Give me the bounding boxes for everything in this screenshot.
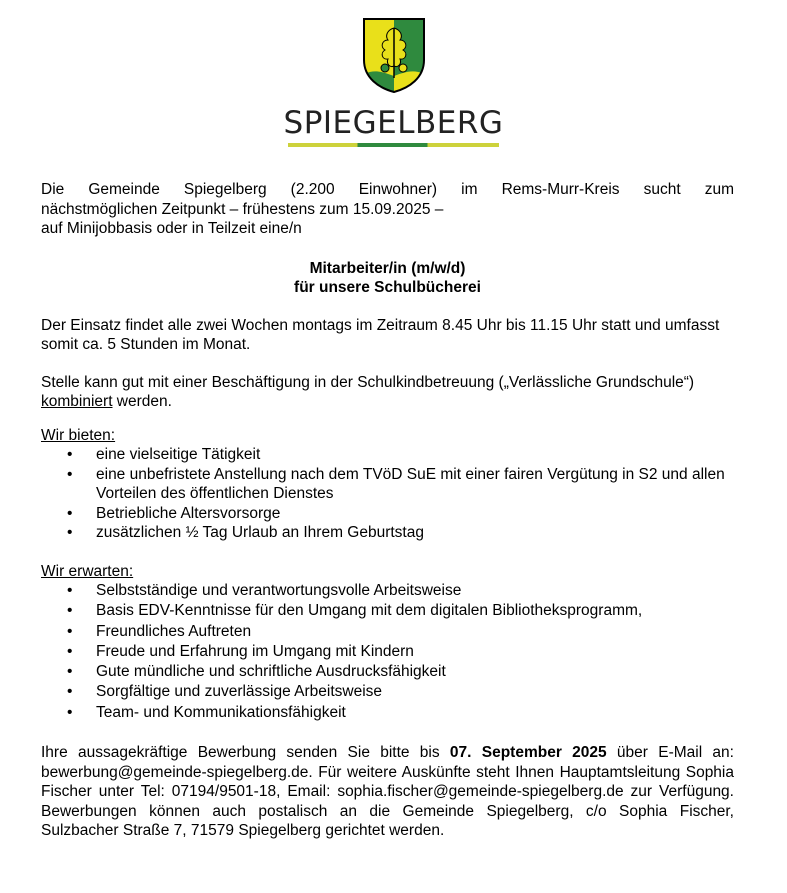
- bullet: •: [67, 642, 73, 660]
- bieten-list: [41, 445, 734, 543]
- bullet: •: [67, 703, 73, 721]
- list-item: [41, 504, 734, 524]
- list-item: [41, 523, 734, 543]
- list-item-text: Basis EDV-Kenntnisse für den Umgang mit dem digitalen Bibliotheksprogramm,: [96, 602, 643, 620]
- list-item: [41, 601, 734, 621]
- list-item: [41, 465, 734, 504]
- logo: [0, 16, 787, 140]
- job-title: Mitarbeiter/in (m/w/d): [309, 259, 466, 277]
- bullet: •: [67, 663, 73, 681]
- kombi-underlined: kombiniert: [41, 393, 113, 410]
- erwarten-list: [41, 581, 734, 723]
- list-item: [41, 642, 734, 662]
- bieten-heading: Wir bieten:: [41, 426, 116, 444]
- oak-leaf-crest-icon: [361, 16, 427, 94]
- kombi-before: Stelle kann gut mit einer Beschäftigung in der Schulkindbetreuung („Verlässliche Grundschule“): [41, 373, 695, 391]
- bullet: •: [67, 465, 73, 483]
- kombi-text: [41, 373, 734, 412]
- bullet: •: [67, 582, 73, 599]
- list-item-text: eine vielseitige Tätigkeit: [96, 446, 261, 463]
- intro-line-1: Die Gemeinde Spiegelberg (2.200 Einwohner) im Rems-Murr-Kreis sucht zum: [41, 181, 734, 198]
- list-item-text: Selbstständige und verantwortungsvolle Arbeitsweise: [96, 582, 462, 599]
- list-item: [41, 703, 734, 723]
- list-item-text: Team- und Kommunikationsfähigkeit: [96, 703, 346, 721]
- einsatz-text: Der Einsatz findet alle zwei Wochen montags im Zeitraum 8.45 Uhr bis 11.15 Uhr statt und umfasst somit ca. 5 Stunden im Monat.: [41, 316, 720, 353]
- erwarten-heading: Wir erwarten:: [41, 562, 134, 580]
- bullet: •: [67, 602, 73, 620]
- list-item-text: Freundliches Auftreten: [96, 622, 252, 640]
- list-item-text: Betriebliche Altersvorsorge: [96, 504, 281, 522]
- bewerbung-text: [41, 743, 734, 841]
- kombi-after: werden.: [112, 393, 172, 410]
- bewerbung-after: über E-Mail an: bewerbung@gemeinde-spiegelberg.de. Für weitere Auskünfte steht Ihnen Hauptamtsleitung Sophia Fischer unter Tel: 07194/9501-18, Email: sophia.fischer@gemeinde-spiegelberg.de zur Verfügung. Bewerbungen können auch postalisch an die Gemeinde Spiegelberg, c/o Sophia Fischer, Sulzbacher Straße 7, 71579 Spiegelberg gerichtet werden.: [41, 744, 734, 840]
- intro-line-2: nächstmöglichen Zeitpunkt – frühestens zum 15.09.2025 –: [41, 200, 444, 218]
- list-item: [41, 581, 734, 601]
- list-item: [41, 622, 734, 642]
- job-subtitle: für unsere Schulbücherei: [294, 279, 481, 296]
- job-posting: [41, 180, 734, 841]
- bullet: •: [67, 524, 73, 541]
- bewerbung-before: Ihre aussagekräftige Bewerbung senden Sie bitte bis: [41, 744, 450, 762]
- list-item-text: Gute mündliche und schriftliche Ausdrucksfähigkeit: [96, 663, 446, 681]
- logo-name: SPIEGELBERG: [283, 105, 504, 141]
- list-item-text: zusätzlichen ½ Tag Urlaub an Ihrem Geburtstag: [96, 524, 424, 541]
- intro-line-3: auf Minijobbasis oder in Teilzeit eine/n: [41, 220, 302, 237]
- logo-wordmark: [284, 106, 504, 140]
- bullet: •: [67, 683, 73, 701]
- list-item-text: eine unbefristete Anstellung nach dem TVöD SuE mit einer fairen Vergütung in S2 und allen Vorteilen des öffentlichen Dienstes: [96, 465, 725, 502]
- list-item: [41, 682, 734, 702]
- bullet: •: [67, 446, 73, 463]
- list-item-text: Sorgfältige und zuverlässige Arbeitsweise: [96, 683, 383, 701]
- list-item: [41, 445, 734, 465]
- list-item-text: Freude und Erfahrung im Umgang mit Kindern: [96, 642, 414, 660]
- bullet: •: [67, 504, 73, 522]
- bullet: •: [67, 622, 73, 640]
- bewerbung-deadline: 07. September 2025: [449, 744, 607, 762]
- logo-underline: [288, 143, 500, 147]
- list-item: [41, 662, 734, 682]
